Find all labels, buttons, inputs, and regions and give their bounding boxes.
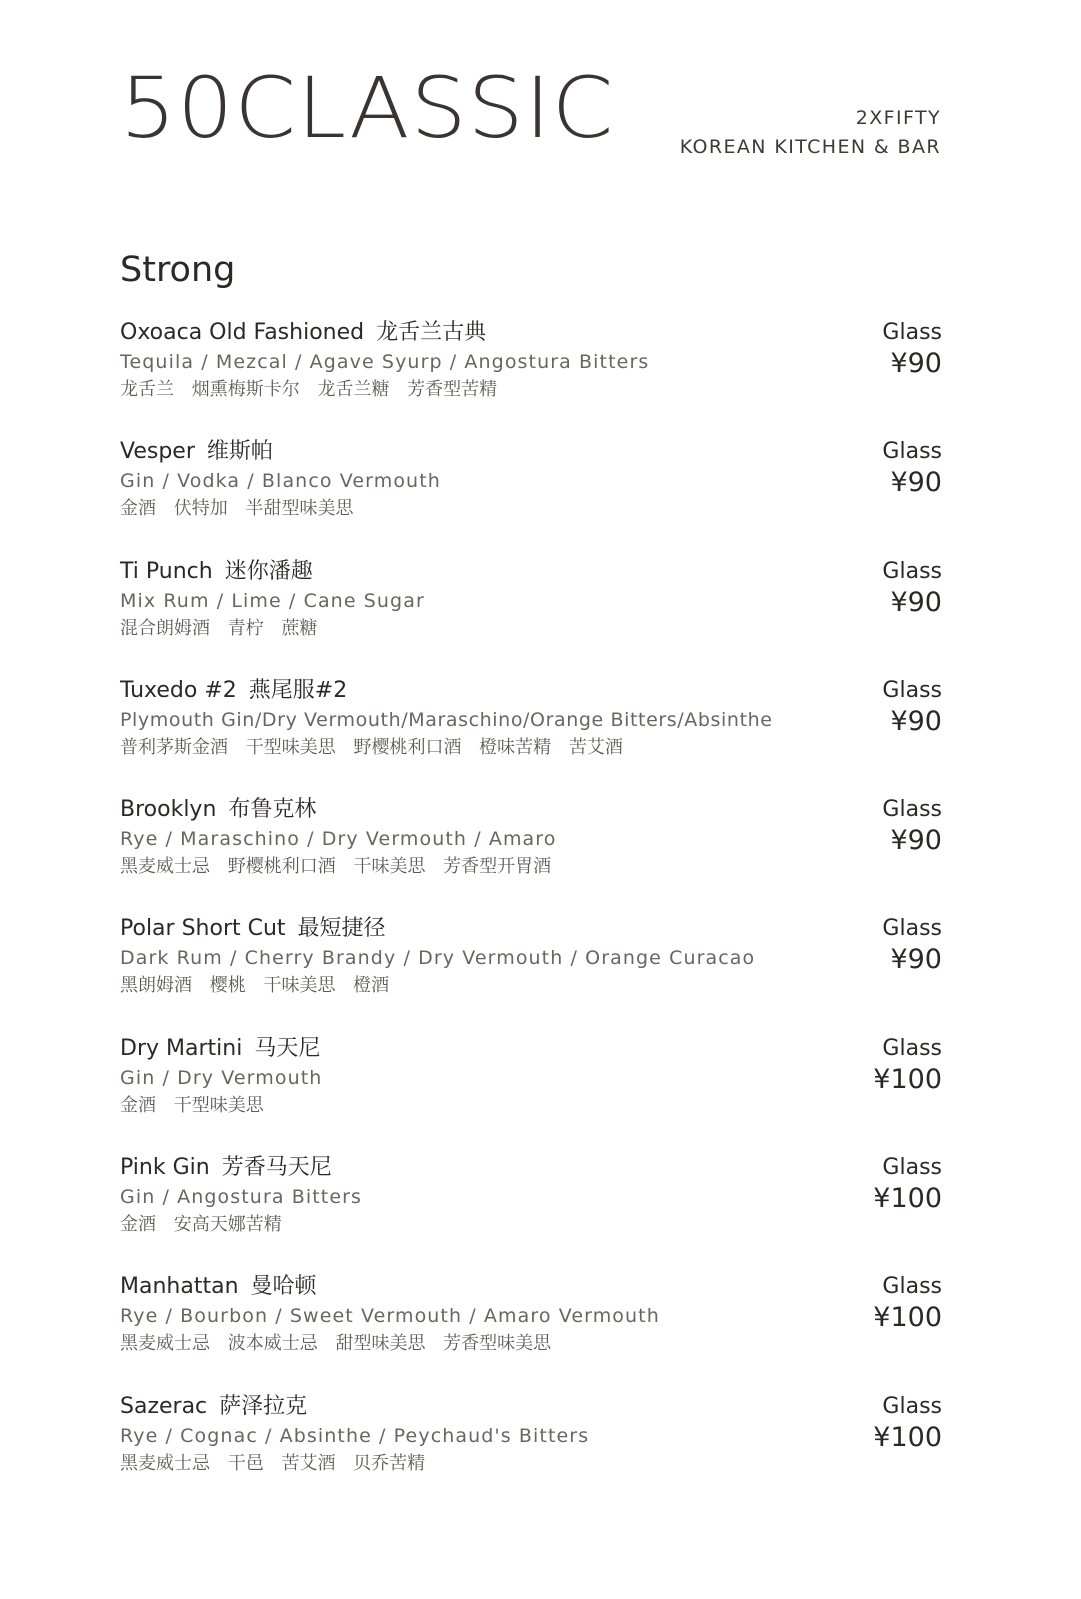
item-price: ¥90 [890, 467, 942, 499]
item-ingredients-en: Rye / Bourbon / Sweet Vermouth / Amaro Vermouth [120, 1305, 660, 1328]
item-ingredients-cn: 金酒 安高天娜苦精 [120, 1214, 282, 1236]
item-name [120, 676, 942, 706]
item-ingredients-cn: 黑朗姆酒 樱桃 干味美思 橙酒 [120, 975, 390, 997]
restaurant-tagline [680, 104, 941, 162]
item-name-en: Dry Martini [120, 1035, 243, 1061]
item-name [120, 1153, 942, 1183]
item-name [120, 1034, 942, 1064]
item-name [120, 795, 942, 825]
item-name-cn: 曼哈顿 [250, 1274, 317, 1300]
tagline-line-2: KOREAN KITCHEN & BAR [679, 136, 941, 158]
item-name-en: Oxoaca Old Fashioned [120, 320, 365, 345]
item-name-en: Manhattan [120, 1274, 239, 1300]
item-size: Glass [882, 1393, 942, 1419]
item-name-en: Ti Punch [120, 558, 213, 584]
item-name [120, 437, 942, 467]
item-name [120, 1272, 942, 1302]
item-size: Glass [882, 916, 942, 942]
item-name-en: Vesper [120, 439, 195, 465]
menu-list [120, 318, 942, 1511]
item-price: ¥90 [890, 944, 942, 976]
item-ingredients-en: Mix Rum / Lime / Cane Sugar [120, 589, 425, 612]
item-ingredients-en: Rye / Maraschino / Dry Vermouth / Amaro [120, 828, 557, 851]
menu-item [120, 1034, 942, 1153]
item-ingredients-cn: 黑麦威士忌 干邑 苦艾酒 贝乔苦精 [120, 1452, 426, 1474]
item-name [120, 1392, 942, 1422]
item-name-en: Tuxedo #2 [120, 677, 237, 703]
item-price: ¥90 [890, 348, 942, 379]
tagline-line-1: 2XFIFTY [855, 107, 941, 129]
item-name-en: Polar Short Cut [120, 916, 286, 942]
item-name-cn: 萨泽拉克 [219, 1393, 308, 1419]
menu-item [120, 914, 942, 1033]
item-name-en: Sazerac [120, 1393, 208, 1419]
item-price: ¥100 [873, 1421, 942, 1453]
item-name-cn: 布鲁克林 [228, 797, 317, 823]
item-size: Glass [882, 439, 942, 465]
item-size: Glass [882, 1274, 942, 1300]
item-name-cn: 最短捷径 [297, 916, 386, 942]
item-ingredients-cn: 金酒 干型味美思 [120, 1094, 264, 1116]
section-title: Strong [120, 250, 236, 290]
menu-item [120, 557, 942, 676]
item-price: ¥90 [890, 825, 942, 857]
item-name-cn: 迷你潘趣 [224, 558, 313, 584]
item-size: Glass [882, 558, 942, 584]
menu-item [120, 437, 942, 556]
menu-item [120, 1153, 942, 1272]
item-ingredients-cn: 黑麦威士忌 波本威士忌 甜型味美思 芳香型味美思 [120, 1333, 552, 1355]
item-size: Glass [882, 1155, 942, 1181]
item-ingredients-cn: 黑麦威士忌 野樱桃利口酒 干味美思 芳香型开胃酒 [120, 856, 552, 878]
brand-logo: 50CLASSIC [120, 59, 615, 157]
item-name [120, 914, 942, 944]
item-price: ¥100 [873, 1063, 942, 1095]
item-name-cn: 马天尼 [254, 1035, 321, 1061]
item-size: Glass [882, 1035, 942, 1061]
item-price: ¥90 [890, 586, 942, 618]
item-name-cn: 芳香马天尼 [221, 1155, 332, 1181]
menu-item [120, 1392, 942, 1511]
item-size: Glass [882, 677, 942, 703]
item-ingredients-en: Gin / Vodka / Blanco Vermouth [120, 470, 441, 493]
item-name-cn: 龙舌兰古典 [376, 320, 487, 345]
item-ingredients-en: Gin / Angostura Bitters [120, 1186, 363, 1209]
item-ingredients-cn: 混合朗姆酒 青柠 蔗糖 [120, 617, 318, 639]
item-name [120, 557, 942, 587]
item-name-cn: 维斯帕 [206, 439, 273, 465]
item-name-cn: 燕尾服#2 [248, 677, 348, 703]
item-name-en: Brooklyn [120, 797, 217, 823]
menu-item [120, 1272, 942, 1391]
menu-item [120, 676, 942, 795]
item-ingredients-cn: 普利茅斯金酒 干型味美思 野樱桃利口酒 橙味苦精 苦艾酒 [120, 736, 623, 758]
item-price: ¥100 [873, 1183, 942, 1215]
item-price: ¥100 [873, 1302, 942, 1334]
item-ingredients-en: Gin / Dry Vermouth [120, 1066, 323, 1089]
menu-item [120, 318, 942, 437]
item-ingredients-en: Rye / Cognac / Absinthe / Peychaud's Bitters [120, 1424, 590, 1447]
item-name-en: Pink Gin [120, 1155, 210, 1181]
item-ingredients-en: Tequila / Mezcal / Agave Syurp / Angostura Bitters [120, 351, 650, 373]
menu-item [120, 795, 942, 914]
item-size: Glass [882, 320, 942, 345]
item-price: ¥90 [890, 705, 942, 737]
item-size: Glass [882, 797, 942, 823]
item-ingredients-cn: 金酒 伏特加 半甜型味美思 [120, 498, 354, 520]
item-ingredients-en: Plymouth Gin/Dry Vermouth/Maraschino/Orange Bitters/Absinthe [120, 708, 773, 731]
item-name [120, 318, 942, 348]
item-ingredients-en: Dark Rum / Cherry Brandy / Dry Vermouth / Orange Curacao [120, 947, 756, 970]
item-ingredients-cn: 龙舌兰 烟熏梅斯卡尔 龙舌兰糖 芳香型苦精 [120, 379, 498, 400]
